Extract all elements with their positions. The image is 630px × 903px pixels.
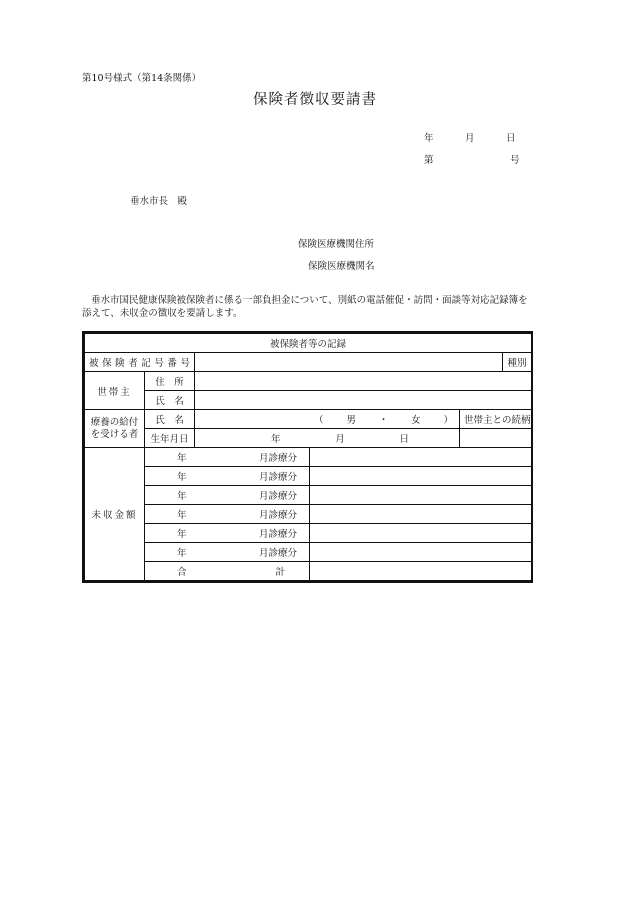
unpaid-amount-value bbox=[310, 467, 532, 486]
unpaid-year: 年 bbox=[177, 472, 187, 483]
institution-name-label: 保険医療機関名 bbox=[308, 261, 375, 272]
date-month: 月 bbox=[465, 133, 475, 144]
birthdate-value bbox=[195, 429, 460, 448]
unpaid-month: 月診療分 bbox=[258, 529, 297, 540]
insured-number-value bbox=[195, 353, 503, 372]
birth-year: 年 bbox=[271, 434, 281, 445]
birth-month: 月 bbox=[335, 434, 345, 445]
date-year: 年 bbox=[424, 133, 434, 144]
householder-address-label: 住 所 bbox=[145, 372, 195, 391]
document-number-prefix: 第 bbox=[424, 155, 434, 166]
beneficiary-name-label: 氏 名 bbox=[145, 410, 195, 429]
date-day: 日 bbox=[506, 133, 516, 144]
unpaid-year: 年 bbox=[177, 548, 187, 559]
unpaid-month: 月診療分 bbox=[258, 548, 297, 559]
unpaid-month: 月診療分 bbox=[258, 510, 297, 521]
beneficiary-label-line2: を受ける者 bbox=[90, 428, 139, 440]
unpaid-amount-value bbox=[310, 543, 532, 562]
unpaid-year: 年 bbox=[177, 510, 187, 521]
insured-records-table bbox=[82, 331, 533, 583]
unpaid-month: 月診療分 bbox=[258, 472, 297, 483]
unpaid-amount-value bbox=[310, 505, 532, 524]
beneficiary-label-line1: 療養の給付 bbox=[90, 416, 139, 428]
relation-label: 世帯主との続柄 bbox=[460, 410, 532, 429]
unpaid-row-3 bbox=[145, 486, 310, 505]
unpaid-row-1 bbox=[145, 448, 310, 467]
unpaid-row-6 bbox=[145, 543, 310, 562]
total-label-left: 合 bbox=[177, 567, 187, 578]
householder-name-value bbox=[195, 391, 532, 410]
table-caption: 被保険者等の記録 bbox=[85, 334, 532, 353]
gender-separator: ・ bbox=[378, 415, 389, 426]
unpaid-amount-value bbox=[310, 486, 532, 505]
unpaid-year: 年 bbox=[177, 491, 187, 502]
beneficiary-label bbox=[85, 410, 145, 448]
unpaid-row-4 bbox=[145, 505, 310, 524]
document-number-suffix: 号 bbox=[510, 155, 520, 166]
unpaid-amount-value bbox=[310, 524, 532, 543]
unpaid-month: 月診療分 bbox=[258, 453, 297, 464]
type-label: 種別 bbox=[503, 353, 532, 372]
unpaid-amount-label: 未収金額 bbox=[85, 448, 145, 581]
householder-label: 世帯主 bbox=[85, 372, 145, 410]
total-label-right: 計 bbox=[275, 567, 285, 578]
householder-name-label: 氏 名 bbox=[145, 391, 195, 410]
unpaid-amount-value bbox=[310, 448, 532, 467]
gender-open-paren: （ bbox=[314, 415, 324, 426]
form-number: 第10号様式（第14条関係） bbox=[82, 73, 202, 84]
gender-female: 女 bbox=[411, 415, 421, 426]
unpaid-row-2 bbox=[145, 467, 310, 486]
document-title: 保険者徴収要請書 bbox=[253, 92, 377, 108]
beneficiary-name-value bbox=[195, 410, 460, 429]
insured-number-label: 被保険者記号番号 bbox=[85, 353, 195, 372]
birthdate-label: 生年月日 bbox=[145, 429, 195, 448]
gender-close-paren: ） bbox=[443, 415, 453, 426]
unpaid-year: 年 bbox=[177, 453, 187, 464]
unpaid-total-value bbox=[310, 562, 532, 581]
unpaid-year: 年 bbox=[177, 529, 187, 540]
birth-day: 日 bbox=[399, 434, 409, 445]
householder-address-value bbox=[195, 372, 532, 391]
addressee: 垂水市長 殿 bbox=[130, 196, 188, 207]
unpaid-total-row bbox=[145, 562, 310, 581]
relation-value bbox=[460, 429, 532, 448]
unpaid-month: 月診療分 bbox=[258, 491, 297, 502]
gender-male: 男 bbox=[346, 415, 356, 426]
institution-address-label: 保険医療機関住所 bbox=[298, 239, 375, 250]
unpaid-row-5 bbox=[145, 524, 310, 543]
request-body-text: 垂水市国民健康保険被保険者に係る一部負担金について、別紙の電話催促・訪問・面談等対応記録簿を添えて、未収金の徴収を要請します。 bbox=[82, 295, 528, 319]
